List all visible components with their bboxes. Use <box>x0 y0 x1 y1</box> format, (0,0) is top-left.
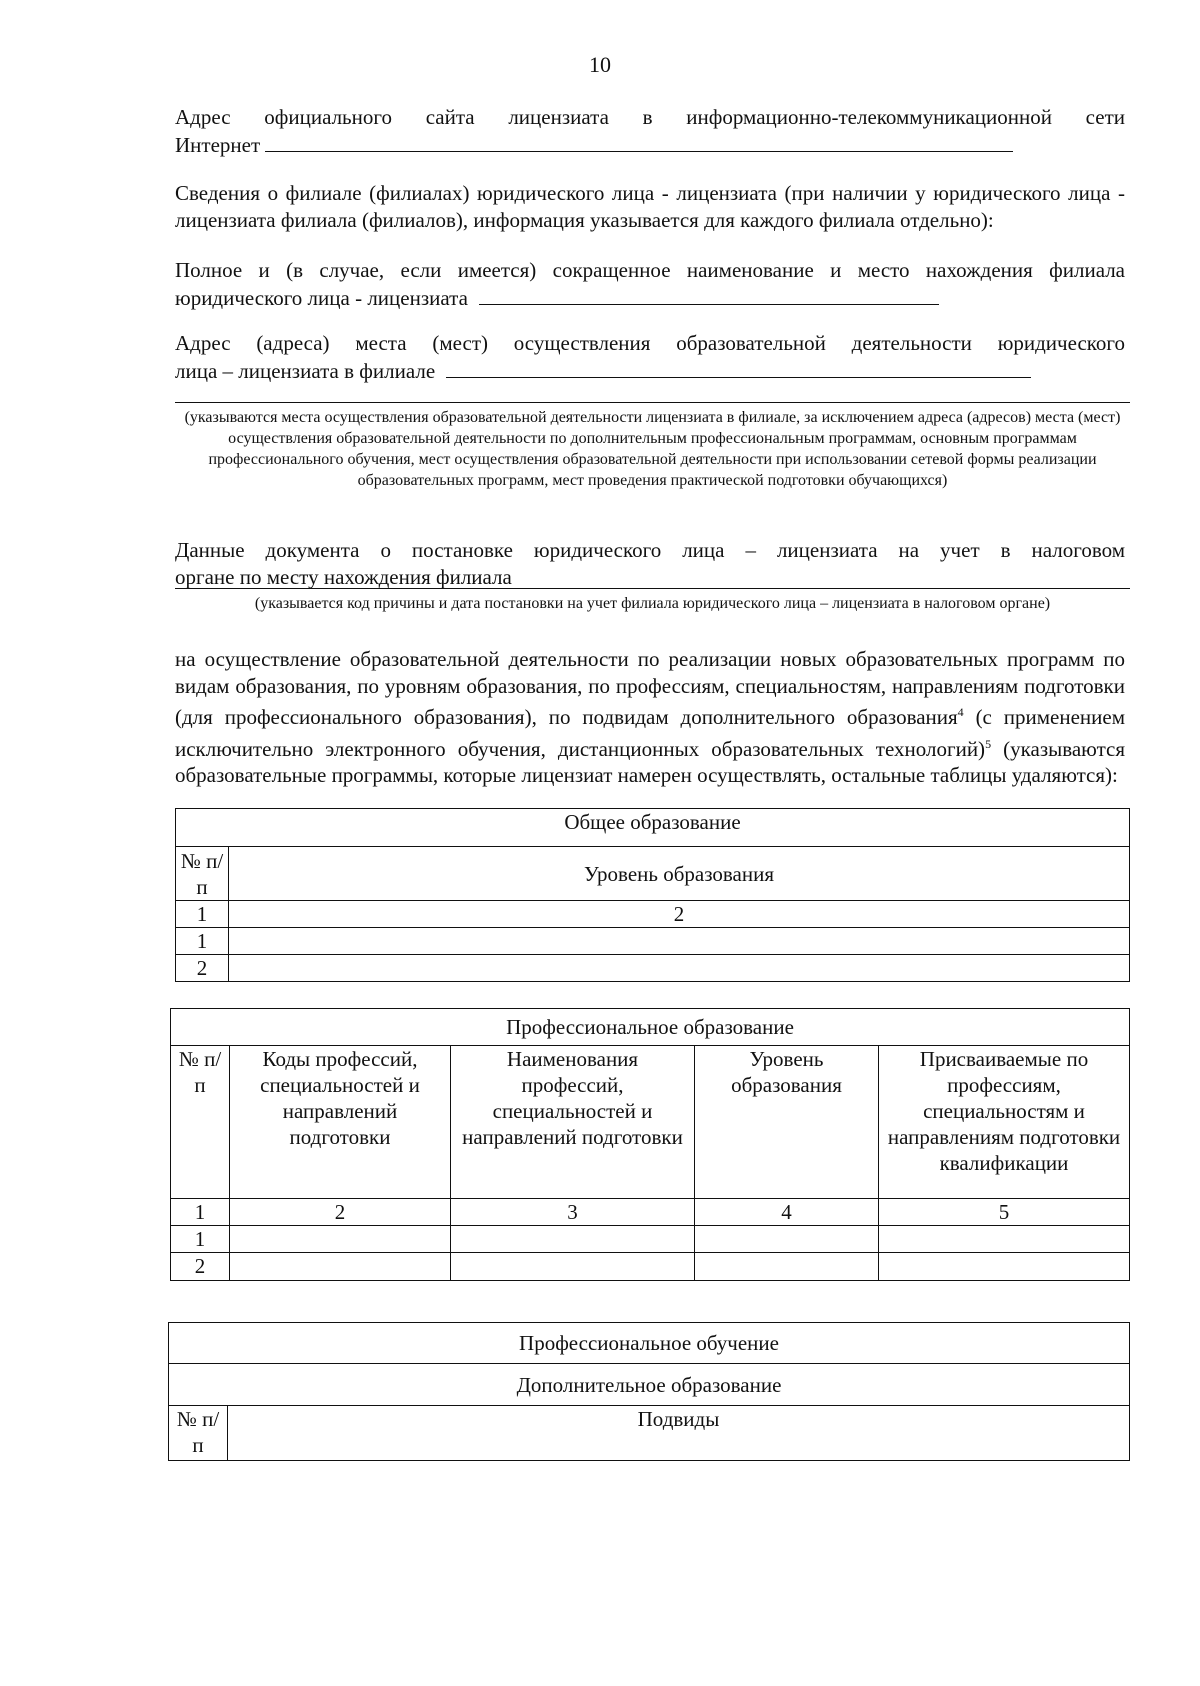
site-address-label: Адрес официального сайта лицензиата в информационно-телекоммуникационной сети <box>175 105 1125 129</box>
professional-education-title: Профессиональное образование <box>171 1009 1130 1046</box>
table-cell[interactable] <box>695 1253 879 1281</box>
table-cell[interactable] <box>879 1253 1130 1281</box>
additional-education-title: Дополнительное образование <box>169 1364 1130 1406</box>
footnote-5: 5 <box>985 736 992 751</box>
table-cell[interactable] <box>879 1226 1130 1253</box>
col-subtypes-header: Подвиды <box>228 1406 1130 1461</box>
col-num-header: № п/п <box>169 1406 228 1461</box>
activity-address-field-2[interactable] <box>175 402 1130 403</box>
table-cell[interactable] <box>451 1253 695 1281</box>
general-education-title: Общее образование <box>176 809 1130 847</box>
col-level-header: Уровень образования <box>229 847 1130 901</box>
col-qualification-header: Присваиваемые по профессиям, специальностям и направлениям подготовки квалификации <box>879 1046 1130 1199</box>
activity-address-field[interactable] <box>446 357 1031 378</box>
table-cell[interactable] <box>230 1226 451 1253</box>
professional-training-title: Профессиональное обучение <box>169 1323 1130 1364</box>
col-num-header: № п/п <box>176 847 229 901</box>
activity-address-note: (указываются места осуществления образовательной деятельности лицензиата в филиале, за исключением адреса (адресов) места (мест) осуществления образовательной деятельности по дополнительным профессиональным программам, основным программам профессионального обучения, мест осуществления образовательной деятельности при использовании сетевой формы реализации образовательных программ, мест проведения практической подготовки обучающихся) <box>184 409 1121 489</box>
branch-name-line <box>175 284 1125 312</box>
activity-address-label: Адрес (адреса) места (мест) осуществления образовательной деятельности юридического <box>175 331 1125 355</box>
programs-intro-text-2: (с применением исключительно электронного обучения, дистанционных образовательных технологий) <box>175 705 1126 761</box>
tax-registration-label: Данные документа о постановке юридического лица – лицензиата на учет в налоговом <box>175 538 1125 562</box>
col-names-header: Наименования профессий, специальностей и направлений подготовки <box>451 1046 695 1199</box>
programs-intro-text: на осуществление образовательной деятельности по реализации новых образовательных программ по видам образования, по уровням образования, по профессиям, специальностям, направлениям подготовки (для профессионального образования), по подвидам дополнительного образования <box>175 647 1125 729</box>
programs-intro-text-3: (указываются образовательные программы, которые лицензиат намерен осуществлять, остальные таблицы удаляются): <box>175 736 1126 787</box>
site-address-line <box>175 131 1125 159</box>
index-cell: 3 <box>451 1199 695 1226</box>
table-cell[interactable] <box>695 1226 879 1253</box>
site-address-block <box>175 104 1125 159</box>
programs-intro <box>175 646 1125 789</box>
tax-registration-label-2: органе по месту нахождения филиала <box>175 565 512 589</box>
branch-name-block <box>175 257 1125 312</box>
row-number: 1 <box>171 1226 230 1253</box>
table-cell[interactable] <box>229 955 1130 982</box>
index-cell: 2 <box>230 1199 451 1226</box>
row-number: 1 <box>176 928 229 955</box>
row-number: 2 <box>171 1253 230 1281</box>
index-cell: 5 <box>879 1199 1130 1226</box>
table-cell[interactable] <box>230 1253 451 1281</box>
training-table <box>168 1322 1130 1461</box>
table-cell[interactable] <box>451 1226 695 1253</box>
page-number: 10 <box>589 52 611 77</box>
tax-registration-note: (указывается код причины и дата постановки на учет филиала юридического лица – лицензиата в налоговом органе) <box>254 595 1051 612</box>
index-cell: 1 <box>171 1199 230 1226</box>
tax-registration-field[interactable] <box>175 588 1130 589</box>
activity-address-label-2: лица – лицензиата в филиале <box>175 359 436 383</box>
tax-registration-block <box>175 537 1125 591</box>
col-level-header: Уровень образования <box>695 1046 879 1199</box>
site-address-field[interactable] <box>265 131 1013 152</box>
branch-info-text: Сведения о филиале (филиалах) юридического лица - лицензиата (при наличии у юридического лица - лицензиата филиала (филиалов), информация указывается для каждого филиала отдельно): <box>175 181 1125 232</box>
professional-education-table <box>170 1008 1130 1281</box>
table-cell[interactable] <box>229 928 1130 955</box>
activity-address-block <box>175 330 1125 385</box>
branch-name-label: Полное и (в случае, если имеется) сокращенное наименование и место нахождения филиала <box>175 258 1125 282</box>
row-number: 2 <box>176 955 229 982</box>
activity-address-line <box>175 357 1125 385</box>
col-codes-header: Коды профессий, специальностей и направлений подготовки <box>230 1046 451 1199</box>
site-address-label-2: Интернет <box>175 133 261 157</box>
footnote-4: 4 <box>957 705 964 719</box>
general-education-table <box>175 808 1130 982</box>
branch-name-field[interactable] <box>479 284 939 305</box>
index-cell: 1 <box>176 901 229 928</box>
col-num-header: № п/п <box>171 1046 230 1199</box>
index-cell: 4 <box>695 1199 879 1226</box>
branch-name-label-2: юридического лица - лицензиата <box>175 286 468 310</box>
index-cell: 2 <box>229 901 1130 928</box>
